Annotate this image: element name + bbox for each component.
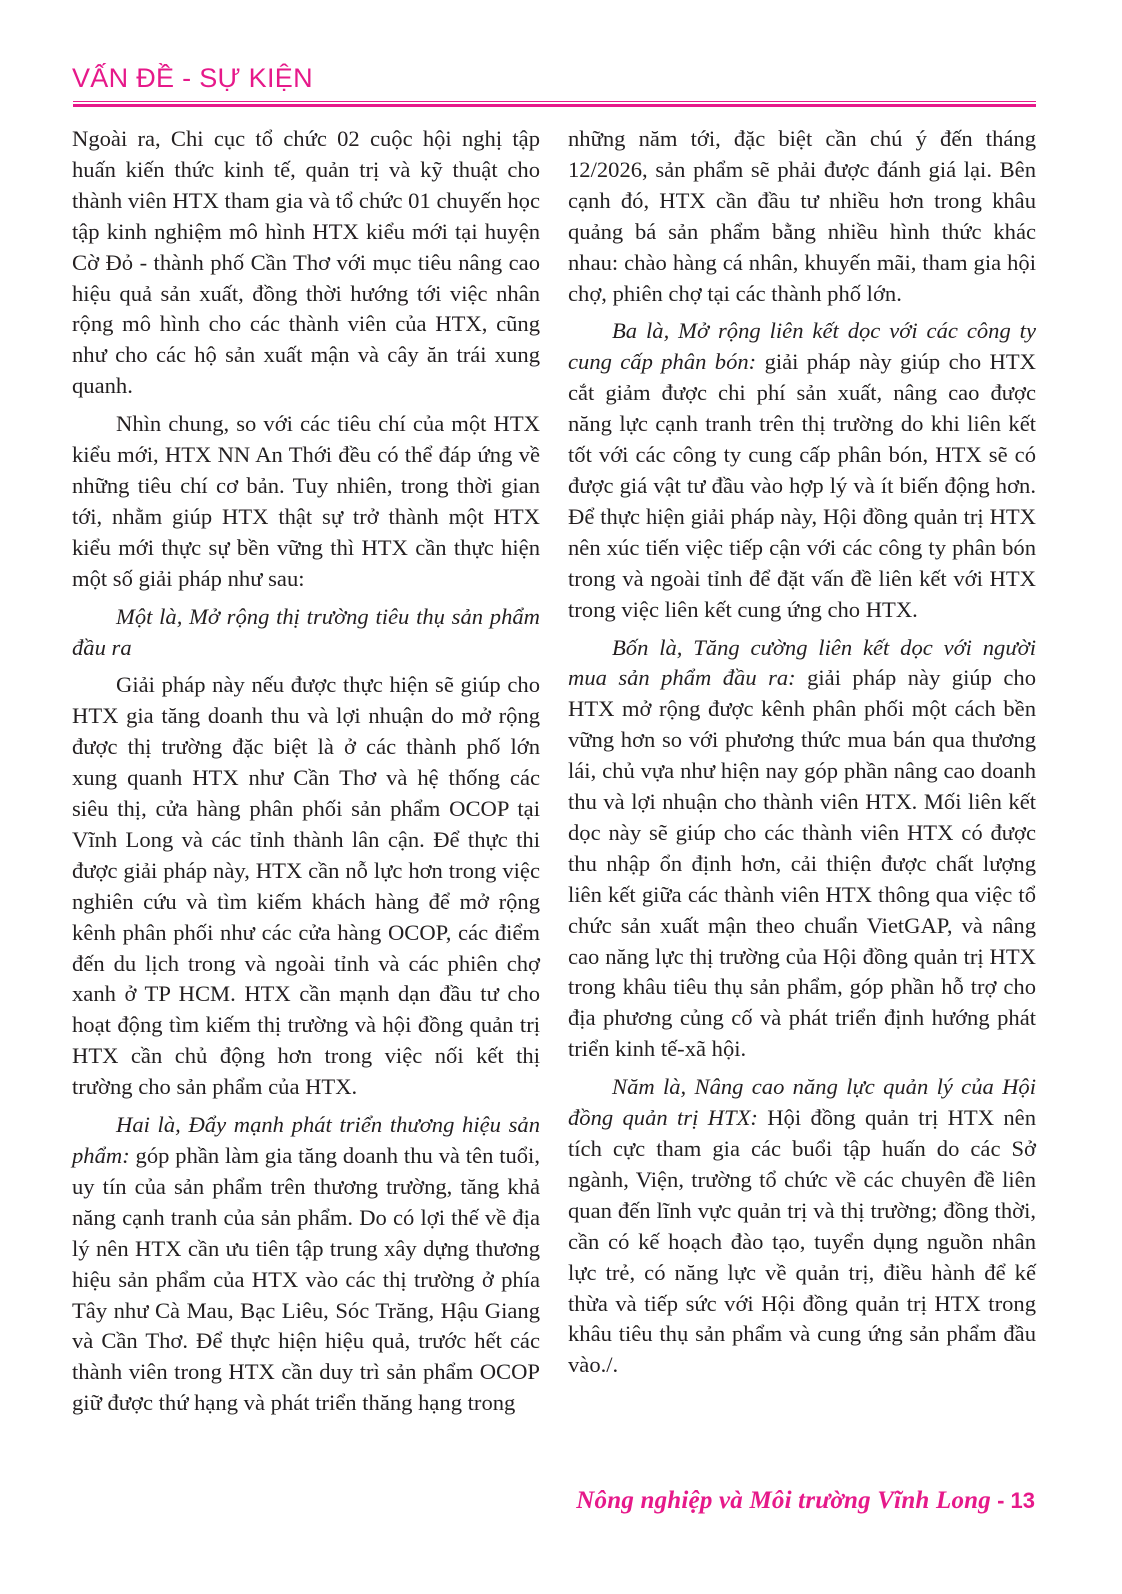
paragraph-solution-two (72, 1110, 540, 1419)
solution-four-title: Bốn là, Tăng cường liên kết dọc với người mua sản phẩm đầu ra: (568, 634, 1036, 691)
solution-four-body: giải pháp này giúp cho HTX mở rộng được kênh phân phối một cách bền vững hơn so với phương thức mua bán qua thương lái, chủ vựa như hiện nay góp phần nâng cao doanh thu và lợi nhuận cho thành viên HTX. Mối liên kết dọc này sẽ giúp cho các thành viên HTX có được thu nhập ổn định hơn, cải thiện được chất lượng liên kết giữa các thành viên HTX thông qua việc tổ chức sản xuất mận theo chuẩn VietGAP, và nâng cao năng lực thị trường của Hội đồng quản trị HTX trong khâu tiêu thụ sản phẩm, góp phần hỗ trợ cho địa phương củng cố và phát triển định hướng phát triển kinh tế-xã hội. (568, 665, 1036, 1062)
solution-three-body: giải pháp này giúp cho HTX cắt giảm được chi phí sản xuất, nâng cao được năng lực cạnh tranh trên thị trường do khi liên kết tốt với các công ty cung cấp phân bón, HTX sẽ có được giá vật tư đầu vào hợp lý và ít biến động hơn. Để thực hiện giải pháp này, Hội đồng quản trị HTX nên xúc tiến việc tiếp cận với các công ty phân bón trong và ngoài tỉnh để đặt vấn đề liên kết với HTX trong việc liên kết cung ứng cho HTX. (568, 349, 1036, 622)
paragraph-overview: Nhìn chung, so với các tiêu chí của một HTX kiểu mới, HTX NN An Thới đều có thể đáp ứng về những tiêu chí cơ bản. Tuy nhiên, trong thời gian tới, nhằm giúp HTX thật sự trở thành một HTX kiểu mới thực sự bền vững thì HTX cần thực hiện một số giải pháp như sau: (72, 411, 540, 591)
solution-five-title: Năm là, Nâng cao năng lực quản lý của Hội đồng quản trị HTX: (568, 1074, 1036, 1131)
header-rule-thin (73, 101, 1036, 102)
solution-two-body: góp phần làm gia tăng doanh thu và tên tuổi, uy tín của sản phẩm trên thương trường, tăng khả năng cạnh tranh của sản phẩm. Do có lợi thế về địa lý nên HTX cần ưu tiên tập trung xây dựng thương hiệu sản phẩm của HTX vào các thị trường ở phía Tây như Cà Mau, Bạc Liêu, Sóc Trăng, Hậu Giang và Cần Thơ. Để thực hiện hiệu quả, trước hết các thành viên trong HTX cần duy trì sản phẩm OCOP giữ được thứ hạng và phát triển thăng hạng trong (72, 1143, 540, 1416)
section-title: VẤN ĐỀ - SỰ KIỆN (72, 63, 313, 93)
footer-separator: - (990, 1488, 1011, 1513)
solution-three-title: Ba là, Mở rộng liên kết dọc với các công ty cung cấp phân bón: (568, 318, 1036, 375)
publication-name: Nông nghiệp và Môi trường Vĩnh Long (576, 1487, 991, 1514)
header-rule-thick (73, 104, 1036, 107)
solution-one-title: Một là, Mở rộng thị trường tiêu thụ sản phẩm đầu ra (72, 603, 540, 660)
right-column (568, 124, 1036, 1388)
solution-one-heading (72, 602, 540, 664)
left-column (72, 124, 540, 1426)
solution-five-body: Hội đồng quản trị HTX nên tích cực tham gia các buổi tập huấn do các Sở ngành, Viện, trường tổ chức về các chuyên đề liên quan đến lĩnh vực quản trị và thị trường; đồng thời, cần có kế hoạch đào tạo, tuyển dụng nguồn nhân lực trẻ, có năng lực về quản trị, điều hành để kế thừa và tiếp sức với Hội đồng quản trị HTX trong khâu tiêu thụ sản phẩm và cung ứng sản phẩm đầu vào./. (568, 1105, 1036, 1378)
paragraph-intro: Ngoài ra, Chi cục tổ chức 02 cuộc hội nghị tập huấn kiến thức kinh tế, quản trị và kỹ thuật cho thành viên HTX tham gia và tổ chức 01 chuyến học tập kinh nghiệm mô hình HTX kiểu mới tại huyện Cờ Đỏ - thành phố Cần Thơ với mục tiêu nâng cao hiệu quả sản xuất, đồng thời hướng tới việc nhân rộng mô hình cho các thành viên của HTX, cũng như cho các hộ sản xuất mận và cây ăn trái xung quanh. (72, 126, 540, 399)
page-number: 13 (1010, 1488, 1035, 1513)
solution-two-title: Hai là, Đẩy mạnh phát triển thương hiệu sản phẩm: (72, 1112, 540, 1168)
paragraph-continuation: những năm tới, đặc biệt cần chú ý đến tháng 12/2026, sản phẩm sẽ phải được đánh giá lại. Bên cạnh đó, HTX cần đầu tư nhiều hơn trong khâu quảng bá sản phẩm bằng nhiều hình thức khác nhau: chào hàng cá nhân, khuyến mãi, tham gia hội chợ, phiên chợ tại các thành phố lớn. (568, 126, 1036, 306)
paragraph-solution-one: Giải pháp này nếu được thực hiện sẽ giúp cho HTX gia tăng doanh thu và lợi nhuận do mở rộng được thị trường đặc biệt là ở các thành phố lớn xung quanh HTX như Cần Thơ và hệ thống các siêu thị, cửa hàng phân phối sản phẩm OCOP tại Vĩnh Long và các tỉnh thành lân cận. Để thực thi được giải pháp này, HTX cần nỗ lực hơn trong việc nghiên cứu và tìm kiếm khách hàng để mở rộng kênh phân phối như các cửa hàng OCOP, các điểm đến du lịch trong và ngoài tỉnh và các phiên chợ xanh ở TP HCM. HTX cần mạnh dạn đầu tư cho hoạt động tìm kiếm thị trường và hội đồng quản trị HTX cần chủ động hơn trong việc nối kết thị trường cho sản phẩm của HTX. (72, 672, 540, 1100)
page-footer (576, 1484, 1035, 1521)
paragraph-solution-five (568, 1072, 1036, 1381)
paragraph-solution-three (568, 316, 1036, 625)
paragraph-solution-four (568, 633, 1036, 1066)
